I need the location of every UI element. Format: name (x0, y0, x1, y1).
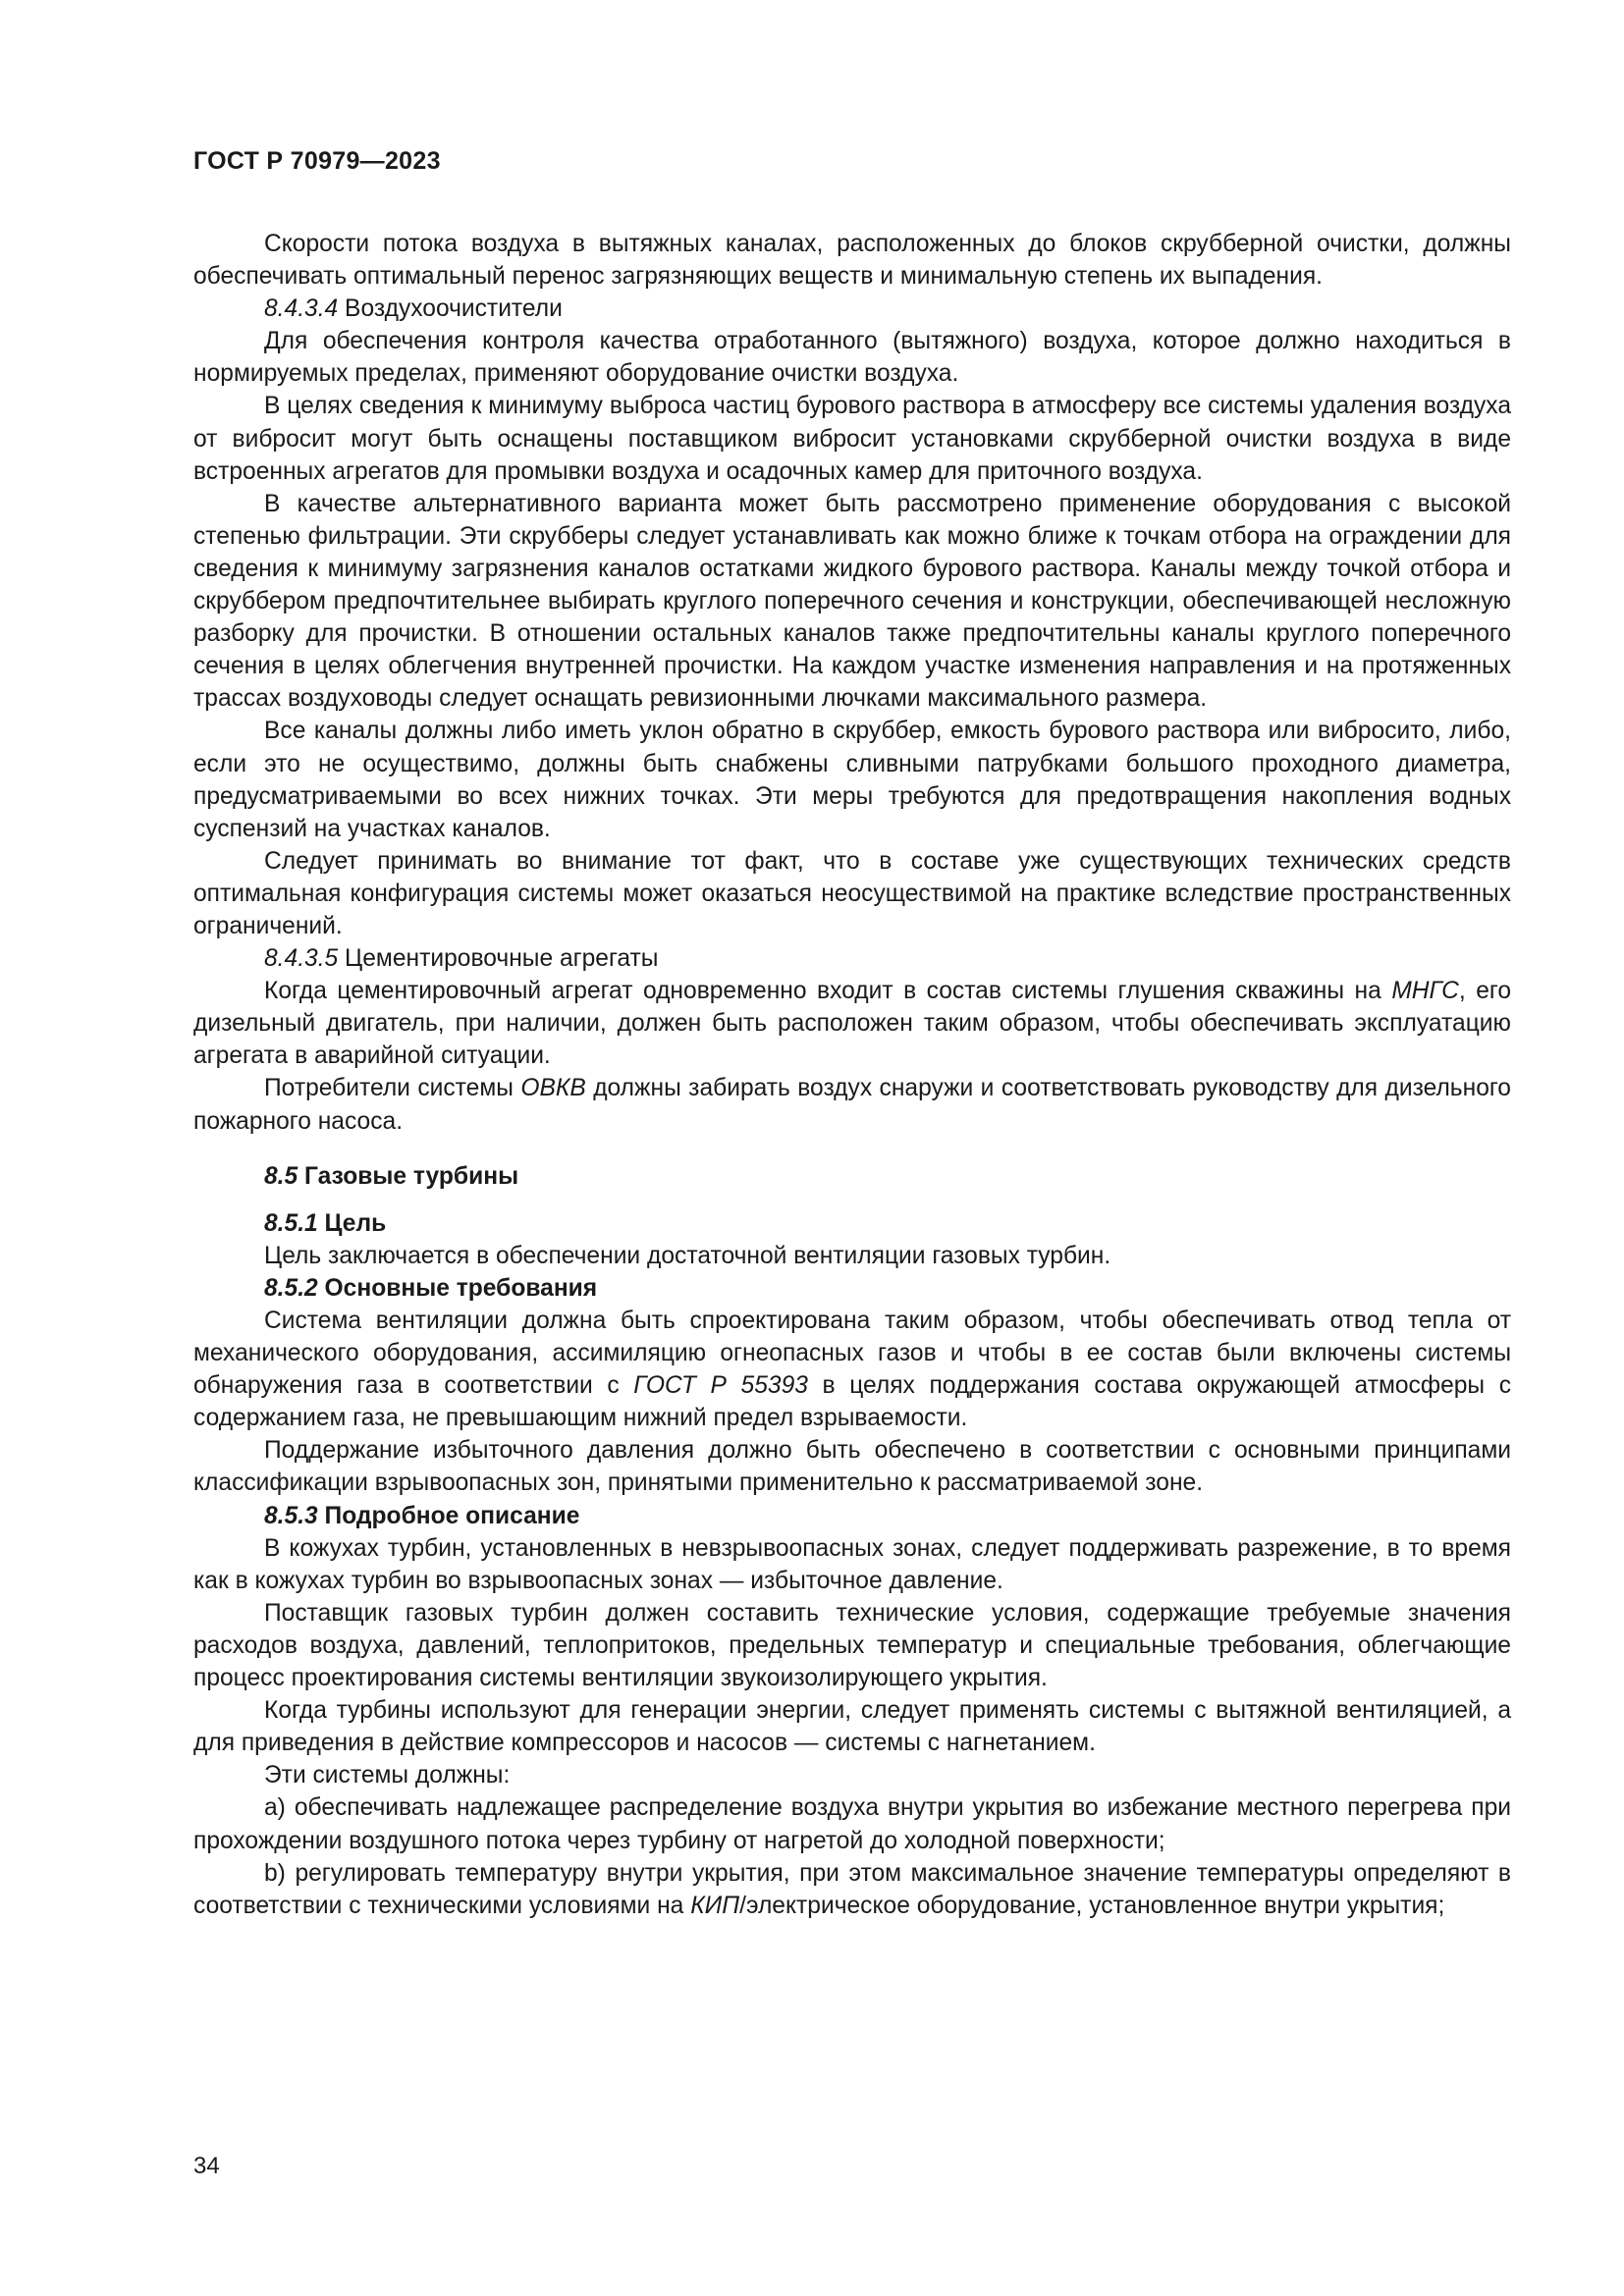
section-number: 8.5.3 (264, 1502, 318, 1529)
document-body (193, 228, 1511, 1922)
section-number: 8.5.2 (264, 1274, 318, 1302)
section-number: 8.4.3.4 (264, 295, 339, 323)
text-run: Потребители системы (264, 1075, 521, 1102)
list-item: a) обеспечивать надлежащее распределение воздуха внутри укрытия во избежание местного перегрева при прохождении воздушного потока через турбину от нагретой до холодной поверхности; (193, 1794, 1511, 1854)
text-run: Система вентиляции должна быть спроектирована таким образом, чтобы обеспечивать отвод тепла от механического оборудования, ассимиляцию огнеопасных газов и чтобы в ее состав были включены системы обнаружения газа в соответствии с (193, 1308, 1511, 1400)
paragraph: Для обеспечения контроля качества отработанного (вытяжного) воздуха, которое должно находиться в нормируемых пределах, применяют оборудование очистки воздуха. (193, 328, 1511, 388)
section-heading-8-5-1 (193, 1207, 1511, 1240)
section-title: Подробное описание (317, 1502, 580, 1529)
section-heading-8-5-2 (193, 1272, 1511, 1305)
paragraph: Когда турбины используют для генерации энергии, следует применять системы с вытяжной вентиляцией, а для приведения в действие компрессоров и насосов — системы с нагнетанием. (193, 1697, 1511, 1757)
paragraph: Поддержание избыточного давления должно быть обеспечено в соответствии с основными принципами классификации взрывоопасных зон, принятыми применительно к рассматриваемой зоне. (193, 1437, 1511, 1497)
abbreviation: КИП (690, 1892, 740, 1919)
paragraph: Следует принимать во внимание тот факт, что в составе уже существующих технических средств оптимальная конфигурация системы может оказаться неосуществимой на практике вследствие пространственных ограничений. (193, 847, 1511, 939)
text-run: должны забирать воздух снаружи и соответствовать руководству для дизельного пожарного насоса. (193, 1075, 1511, 1135)
abbreviation: ОВКВ (520, 1075, 586, 1102)
list-item (193, 1857, 1511, 1922)
paragraph: Все каналы должны либо иметь уклон обратно в скруббер, емкость бурового раствора или вибросито, либо, если это не осуществимо, должны быть снабжены сливными патрубками большого проходного диаметра, предусматриваемыми во всех нижних точках. Эти меры требуются для предотвращения накопления водных суспензий на участках каналов. (193, 718, 1511, 842)
section-number: 8.5 (264, 1162, 298, 1190)
section-title: Цель (317, 1209, 387, 1237)
page-number: 34 (193, 2153, 220, 2179)
paragraph: В качестве альтернативного варианта может быть рассмотрено применение оборудования с высокой степенью фильтрации. Эти скрубберы следует устанавливать как можно ближе к точкам отбора на ограждении для сведения к минимуму загрязнения каналов остатками жидкого бурового раствора. Каналы между точкой отбора и скруббером предпочтительнее выбирать круглого поперечного сечения и конструкции, обеспечивающей несложную разборку для прочистки. В отношении остальных каналов также предпочтительны каналы круглого поперечного сечения в целях облегчения внутренней прочистки. На каждом участке изменения направления и на протяженных трассах воздуховоды следует оснащать ревизионными лючками максимального размера. (193, 490, 1511, 713)
paragraph (193, 1072, 1511, 1137)
abbreviation: МНГС (1391, 978, 1459, 1005)
paragraph: Эти системы должны: (264, 1762, 511, 1789)
section-title: Цементировочные агрегаты (338, 945, 659, 973)
paragraph: Поставщик газовых турбин должен составить технические условия, содержащие требуемые значения расходов воздуха, давлений, теплопритоков, предельных температур и специальные требования, облегчающие процесс проектирования системы вентиляции звукоизолирующего укрытия. (193, 1599, 1511, 1692)
section-title: Основные требования (317, 1274, 598, 1302)
standard-reference: ГОСТ Р 55393 (633, 1372, 808, 1400)
text-run: b) регулировать температуру внутри укрытия, при этом максимальное значение температуры определяют в соответствии с техническими условиями на (193, 1859, 1511, 1919)
paragraph: В целях сведения к минимуму выброса частиц бурового раствора в атмосферу все системы удаления воздуха от вибросит могут быть оснащены поставщиком вибросит установками скрубберной очистки воздуха в виде встроенных агрегатов для промывки воздуха и осадочных камер для приточного воздуха. (193, 393, 1511, 485)
paragraph: Цель заключается в обеспечении достаточной вентиляции газовых турбин. (264, 1242, 1111, 1269)
paragraph: Скорости потока воздуха в вытяжных каналах, расположенных до блоков скрубберной очистки, должны обеспечивать оптимальный перенос загрязняющих веществ и минимальную степень их выпадения. (193, 231, 1511, 291)
section-heading-8-5 (193, 1160, 1511, 1193)
document-header: ГОСТ Р 70979—2023 (193, 147, 441, 175)
section-title: Воздухоочистители (338, 295, 563, 323)
paragraph (193, 975, 1511, 1072)
paragraph (193, 1305, 1511, 1434)
section-heading-8-4-3-4 (193, 293, 1511, 325)
paragraph: В кожухах турбин, установленных в невзрывоопасных зонах, следует поддерживать разрежение, в то время как в кожухах турбин во взрывоопасных зонах — избыточное давление. (193, 1534, 1511, 1594)
section-number: 8.4.3.5 (264, 945, 339, 973)
text-run: в целях поддержания состава окружающей атмосферы с содержанием газа, не превышающим нижний предел взрываемости. (193, 1372, 1511, 1432)
section-number: 8.5.1 (264, 1209, 318, 1237)
text-run: Когда цементировочный агрегат одновременно входит в состав системы глушения скважины на (264, 978, 1392, 1005)
section-heading-8-5-3 (193, 1500, 1511, 1532)
section-heading-8-4-3-5 (193, 942, 1511, 975)
section-title: Газовые турбины (298, 1162, 519, 1190)
text-run: /электрическое оборудование, установленное внутри укрытия; (739, 1892, 1445, 1919)
text-run: , его дизельный двигатель, при наличии, должен быть расположен таким образом, чтобы обеспечивать эксплуатацию агрегата в аварийной ситуации. (193, 978, 1511, 1070)
